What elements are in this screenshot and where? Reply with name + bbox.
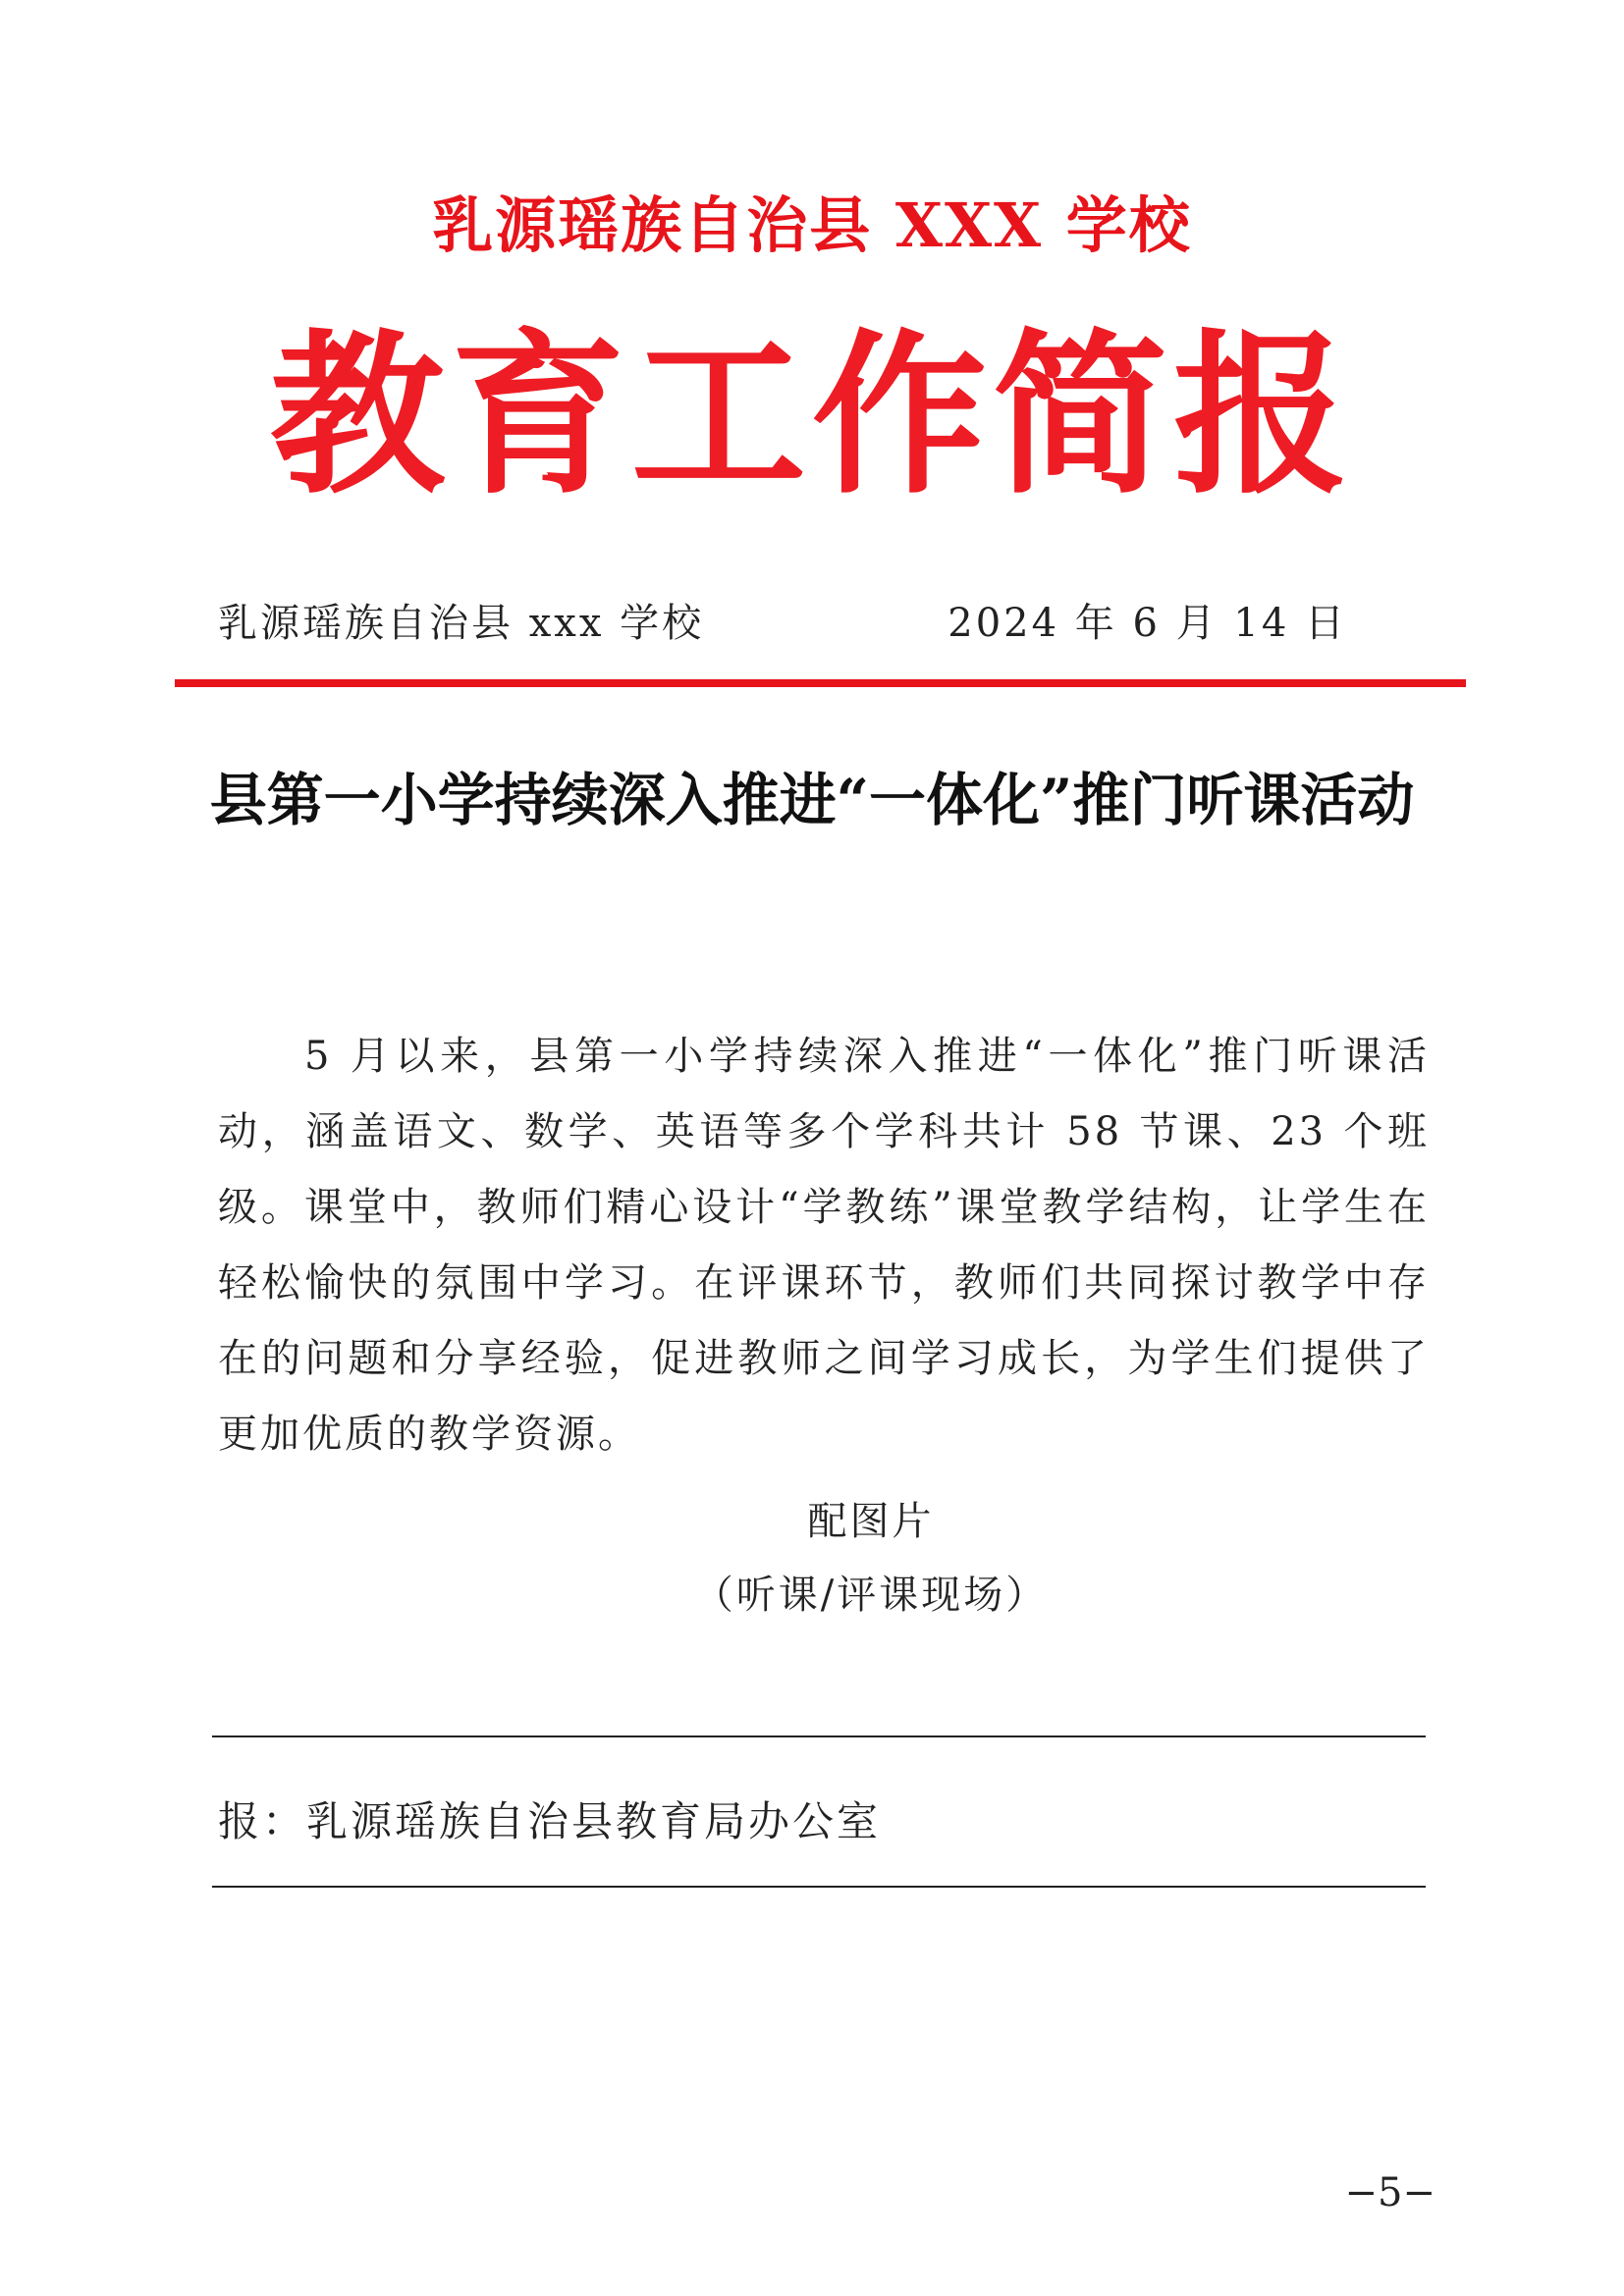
article-title: 县第一小学持续深入推进“一体化”推门听课活动	[209, 767, 1415, 833]
footer-rule-bottom	[212, 1886, 1426, 1888]
issue-date: 2024 年 6 月 14 日	[947, 601, 1347, 646]
report-recipient: 报：乳源瑶族自治县教育局办公室	[218, 1797, 882, 1845]
red-divider-rule	[175, 679, 1466, 687]
page-number: −5−	[1344, 2170, 1435, 2216]
footer-rule-top	[212, 1735, 1426, 1737]
issuer-name: 乳源瑶族自治县 xxx 学校	[218, 601, 705, 646]
article-body: 5 月以来，县第一小学持续深入推进“一体化”推门听课活动，涵盖语文、数学、英语等多个学科共计 58 节课、23 个班级。课堂中，教师们精心设计“学教练”课堂教学结构，让学生在轻松愉快的氛围中学习。在评课环节，教师们共同探讨教学中存在的问题和分享经验，促进教师之间学习成长，为学生们提供了更加优质的教学资源。	[218, 1034, 1430, 1457]
image-caption-label: 配图片	[807, 1499, 935, 1544]
bulletin-title: 教育工作简报	[270, 312, 1354, 517]
image-caption-description: （听课/评课现场）	[693, 1573, 1049, 1618]
issue-meta-row	[218, 594, 1347, 653]
school-name-header: 乳源瑶族自治县 XXX 学校	[432, 189, 1192, 261]
